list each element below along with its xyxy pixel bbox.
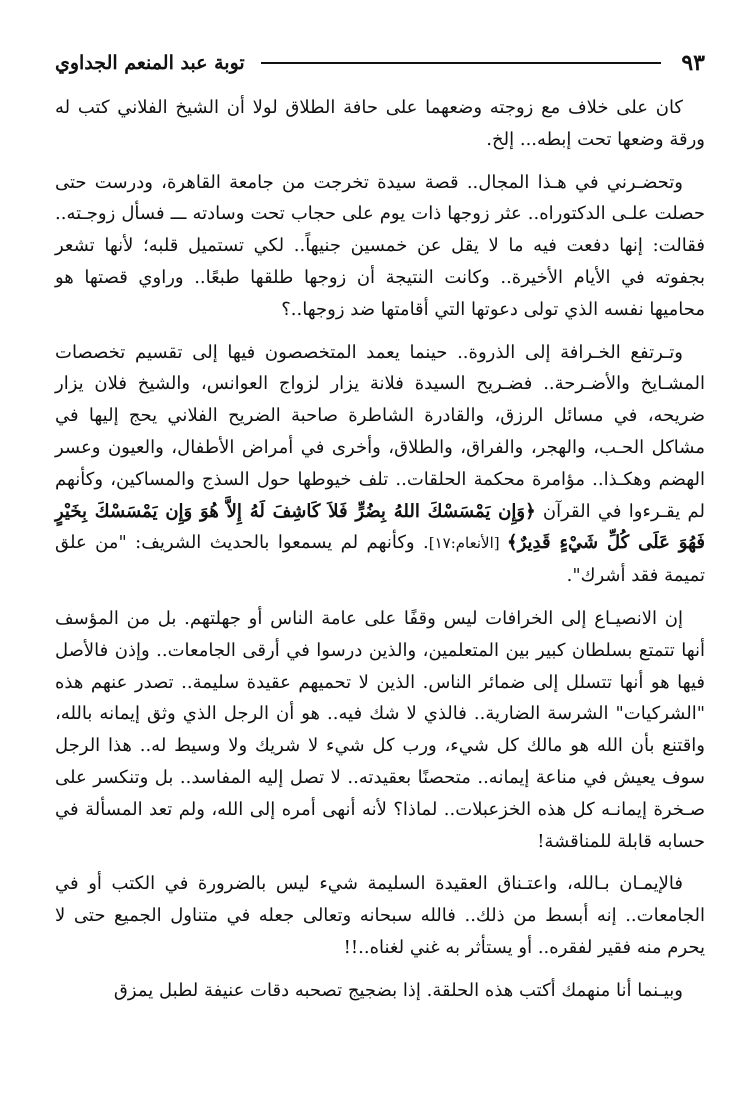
paragraph-4: إن الانصيـاع إلى الخرافات ليس وقفًا على عامة الناس أو جهلتهم. بل من المؤسف أنها تتمتع بسلطان كبير بين المتعلمين، والذين درسوا في أرقى الجامعات.. وإذن فالأصل فيها هو أنها تتسلل إلى ضمائر الناس. الذين لا تحميهم عقيدة سليمة.. تصدر عنهم هذه "الشركيات" الشرسة الضارية.. فالذي لا شك فيه.. هو أن الرجل الذي وثق إيمانه بالله، واقتنع بأن الله هو مالك كل شيء، ورب كل شيء لا شريك ولا وسيط له.. هذا الرجل سوف يعيش في مناعة إيمانه.. متحصنًا بعقيدته.. لا تصل إليه المفاسد.. بل وتنكسر على صـخرة إيمانـه كل هذه الخزعبلات.. لماذا؟ لأنه أنهى أمره إلى الله، ولم تعد المسألة في حسابه قابلة للمناقشة! [55,607,705,852]
paragraph-2: وتحضـرني في هـذا المجال.. قصة سيدة تخرجت من جامعة القاهرة، ودرست حتى حصلت علـى الدكتوراه.. عثر زوجها ذات يوم على حجاب تحت وسادته ـــ فسأل زوجـته.. فقالت: إنها دفعت فيه ما لا يقل عن خمسين جنيهاً.. لكي تستميل قلبه؛ لأنها تشعر بجفوته في الأيام الأخيرة.. وكانت النتيجة أن زوجها طلقها طبعًا.. وراوي قصتها هو محاميها نفسه الذي تولى دعوتها التي أقامتها ضد زوجها..؟ [55,171,705,320]
running-title: توبة عبد المنعم الجداوي [55,52,245,74]
page-number: ٩٣ [681,50,705,76]
header-rule [261,62,662,64]
paragraph-6: وبيـنما أنا منهمك أكتب هذه الحلقة. إذا بضجيج تصحبه دقات عنيفة لطبل يمزق [113,979,683,1001]
book-page [55,48,705,1088]
paragraph-1: كان على خلاف مع زوجته وضعهما على حافة الطلاق لولا أن الشيخ الفلاني كتب له ورقة وضعها تحت إبطه... إلخ. [55,97,705,150]
paragraph-3-lead: وتـرتفع الخـرافة إلى الذروة.. حينما يعمد المتخصصون فيها إلى تقسيم تخصصات المشـايخ والأضـرحة.. فضـريح السيدة فلانة يزار لزواج العوانس، والشيخ فلان يزار ضريحه، في مسائل الرزق، والقادرة الشاطرة صاحبة الضريح الفلاني يحج إليها في مشاكل الحـب، والهجر، والفراق، والطلاق، وأخرى في أمراض الأطفال، والعيون وعسر الهضم وهكـذا.. مؤامرة محكمة الحلقات.. تلف خيوطها حول السذج والمساكين، وكأنهم لم يقـرءوا في القرآن [55,341,705,522]
body-text [55,92,705,1007]
paragraph-5: فالإيمـان بـالله، واعتـناق العقيدة السليمة شيء ليس بالضرورة في الكتب أو في الجامعات.. إنه أبسط من ذلك.. فالله سبحانه وتعالى جعله في متناول الجميع حتى لا يحرم منه فقير لفقره.. أو يستأثر به غني لغناه..!! [55,873,705,958]
quran-verse: ﴿وَإِن يَمْسَسْكَ اللهُ بِضُرٍّ فَلاَ كَاشِفَ لَهُ إِلاَّ هُوَ وَإِن يَمْسَسْكَ بِخَيْرٍ فَهُوَ عَلَى كُلِّ شَيْءٍ قَدِيرٌ﴾ [55,500,705,554]
paragraph-3-tail: . وكأنهم لم يسمعوا بالحديث الشريف: "من علق تميمة فقد أشرك". [55,532,705,587]
verse-reference: [الأنعام:١٧] [428,534,508,553]
page-header [55,48,705,78]
paragraph-3 [55,337,705,592]
